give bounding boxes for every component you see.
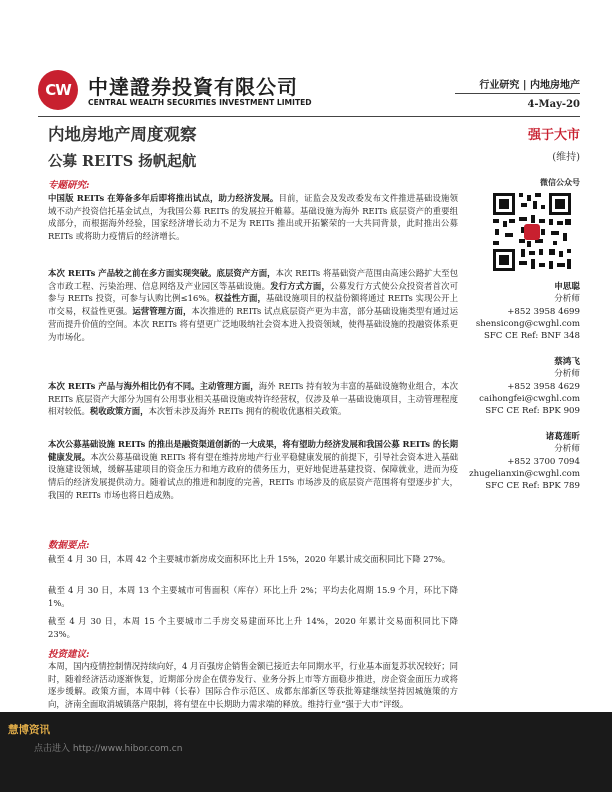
analyst-sfc-ref: SFC CE Ref: BPK 789: [485, 481, 580, 492]
company-name-en: CENTRAL WEALTH SECURITIES INVESTMENT LIMITED: [88, 98, 312, 107]
paragraph-3-lead-b: 税收政策方面，: [89, 406, 149, 417]
rating: 强于大市: [527, 128, 580, 143]
paragraph-2-lead: 本次 REITs 产品较之前在多方面实现突破。底层资产方面，: [48, 268, 276, 278]
data-point-2: 截至 4 月 30 日，本周 13 个主要城市可售面积（库存）环比上升 2%；平均去化周期 15.9 个月，环比下降 1%。: [48, 585, 458, 608]
data-point-1: 截至 4 月 30 日，本周 42 个主要城市新房成交面积环比上升 15%，2020 年累计成交面积同比下降 27%。: [48, 554, 451, 564]
analyst-role: 分析师: [554, 444, 580, 455]
analyst-email-link[interactable]: zhugelianxin@cwghl.com: [469, 468, 580, 479]
paragraph-2-lead-c: 权益性方面，: [214, 293, 266, 304]
paragraph-4-body: 本次公募基础设施 REITs 将有望在维持房地产行业平稳健康发展的前提下，引导社会资本进入基础设施建设领域，缓解基建项目的资金压力和地方政府的债务压力，更好地促进基建投资、保障就业，进而为疫情后的经济发展提供动力。随着试点的推进和制度的完善，REITs 市场涉及的底层资产范围将有望逐步扩大，我国的 REITs 市场也将日趋成熟。: [48, 451, 459, 500]
paragraph-1-body: 目前，证监会及发改委发布文件推进基础设施领域不动产投资信托基金试点，为我国公募 REITs 的发展拉开帷幕。基础设施为海外 REITs 底层资产的重要组成部分，而根据海外经验，国家经济增长动力不足为 REITs 推出或开拓繁荣的一大共同背景，此时推出公募 REITs 或将助力疫情后的经济增长。: [48, 193, 458, 242]
analyst-name: 蔡鸿飞: [554, 357, 580, 367]
paragraph-2-text-b: 公募发行方式使公众投资者首次可参与 REITs 投资，可参与认购比例≤16%。: [48, 280, 459, 304]
section-heading-advice: 投资建议:: [48, 649, 90, 660]
paragraph-3-text-a: 海外 REITs 持有较为丰富的基础设施物业组合，本次 REITs 底层资产大部分为国有公用事业相关基础设施或特许经营权，仅涉及单一基础设施项目，主动管理程度相对较低。: [48, 381, 458, 417]
report-type: 行业研究 | 内地房地产: [479, 80, 580, 91]
analyst-name: 申思聪: [554, 282, 580, 292]
wechat-label: 微信公众号: [540, 177, 580, 187]
paragraph-4-lead: 本次公募基础设施 REITs 的推出是融资渠道创新的一大成果，将有望助力经济发展和我国公募 REITs 的长期健康发展。: [48, 439, 458, 462]
paragraph-2-lead-b: 发行方式方面，: [270, 280, 331, 291]
analyst-name: 诸葛莲昕: [545, 432, 580, 442]
paragraph-3-text-b: 本次暂未涉及海外 REITs 拥有的税收优惠相关政策。: [148, 406, 347, 417]
header-divider-short: [455, 93, 580, 94]
paragraph-2-text-d: 本次推进的 REITs 试点底层资产更为丰富，部分基础设施类型有通过运营而提升价值的空间。本次 REITs 将有望更广泛地吸纳社会资本进入投资领域，使得基础设施的投融资体系更为市场化。: [48, 306, 459, 342]
paragraph-4: [48, 438, 458, 502]
paragraph-2-lead-d: 运营管理方面，: [132, 306, 192, 317]
company-logo-icon: [38, 70, 78, 110]
section-heading-data: 数据要点:: [48, 540, 90, 551]
analyst-email-link[interactable]: caihongfei@cwghl.com: [479, 393, 580, 404]
analyst-card-3: [469, 431, 580, 492]
analyst-phone: +852 3958 4629: [507, 381, 580, 392]
section-heading-special: 专题研究:: [48, 180, 90, 191]
logo-mark-text: CW: [45, 81, 71, 99]
report-date: 4-May-20: [527, 99, 580, 110]
header-divider: [38, 116, 580, 117]
paragraph-3: [48, 380, 458, 418]
analyst-sfc-ref: SFC CE Ref: BNF 348: [483, 331, 580, 342]
advice-paragraph: 本周，国内疫情控制情况持续向好，4 月百强房企销售金额已接近去年同期水平，行业基本面复苏状况较好；同时，随着经济活动逐渐恢复，近期部分房企在债券发行、业务分拆上市等方面稳步推进，房企资金面压力或将逐步缓解。政策方面，本周中韩（长春）国际合作示范区、成都东部新区等获批筹建继续坚持因城施策的方向，济南全面取消城镇落户限制，将有望在中长期助力需求端的释放。维持行业“强于大市”评级。: [48, 661, 458, 710]
analyst-role: 分析师: [554, 294, 580, 305]
analyst-card-1: [476, 281, 580, 342]
rating-status: (维持): [552, 152, 580, 163]
analyst-sfc-ref: SFC CE Ref: BPK 909: [485, 406, 580, 417]
analyst-phone: +852 3700 7094: [507, 456, 580, 467]
analyst-email-link[interactable]: shensicong@cwghl.com: [475, 318, 580, 329]
paragraph-2: [48, 267, 458, 343]
data-point-3: 截至 4 月 30 日，本周 15 个主要城市二手房交易建面环比上升 14%，2020 年累计交易面积同比下降 23%。: [48, 616, 458, 639]
analyst-card-2: [479, 356, 580, 417]
paragraph-1: [48, 192, 458, 243]
paragraph-2-text-c: 基础设施项目的权益份额将通过 REITs 实现公开上市交易，权益性更强。: [48, 293, 458, 317]
paragraph-2-text-a: 本次 REITs 将基础资产范围由高速公路扩大至包含市政工程、污染治理、信息网络及产业园区等基础设施。: [48, 268, 458, 291]
page-title: 内地房地产周度观察: [48, 125, 197, 144]
footer-link[interactable]: 点击进入 http://www.hibor.com.cn: [34, 744, 183, 754]
paragraph-3-lead: 本次 REITs 产品与海外相比仍有不同。主动管理方面，: [48, 381, 259, 391]
footer-brand: 慧博资讯: [8, 724, 50, 736]
wechat-qr-code-icon: [491, 191, 573, 273]
analyst-role: 分析师: [554, 369, 580, 380]
analyst-phone: +852 3958 4699: [507, 306, 580, 317]
page-subtitle: 公募 REITS 扬帆起航: [48, 153, 197, 170]
company-name-cn: 中達證券投資有限公司: [88, 75, 298, 99]
paragraph-1-lead: 中国版 REITs 在筹备多年后即将推出试点，助力经济发展。: [48, 193, 279, 203]
